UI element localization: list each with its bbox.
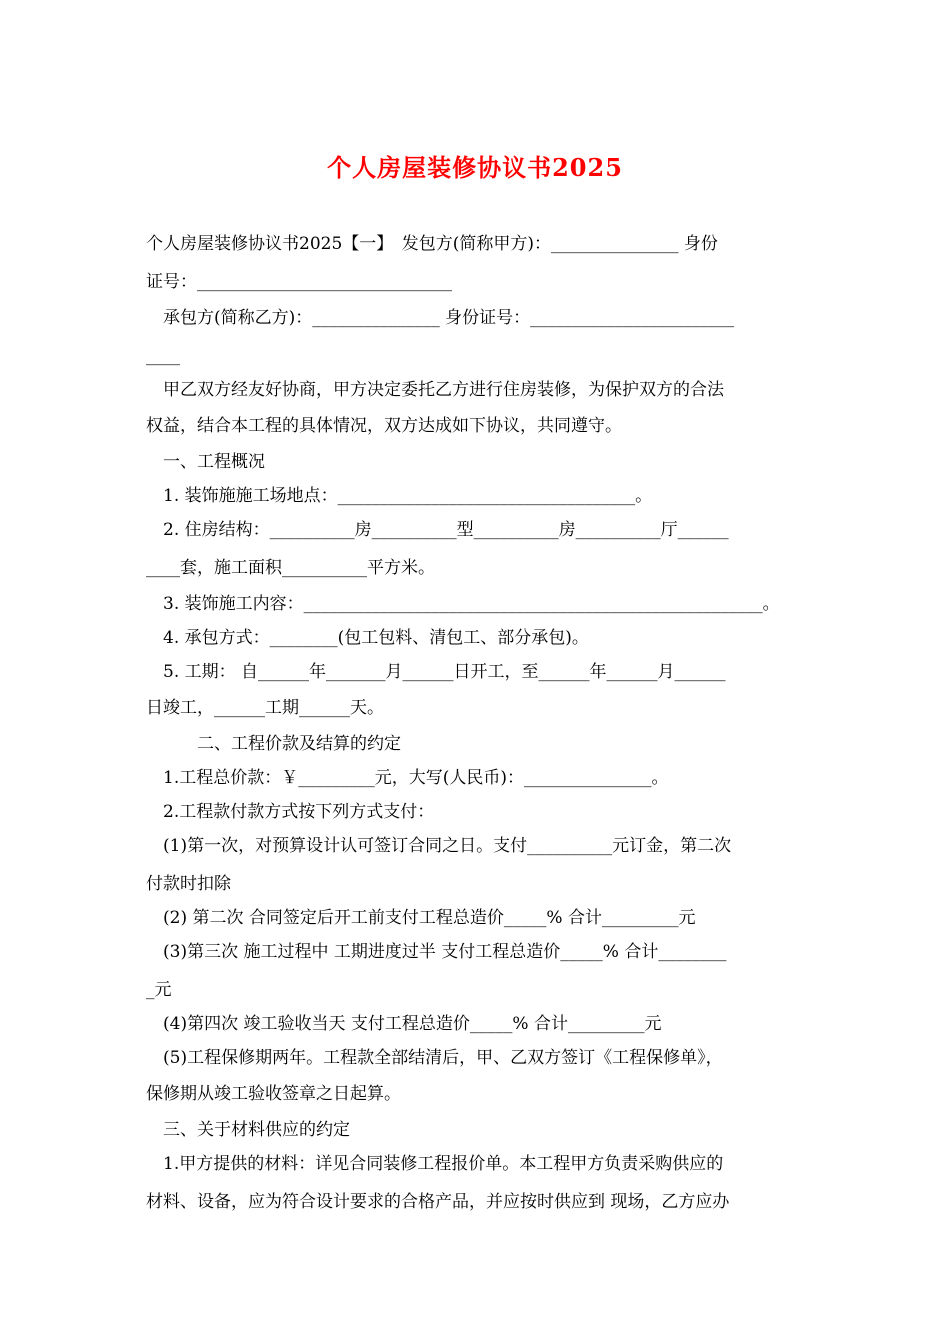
body-line: 证号：______________________________ [146, 272, 452, 292]
body-line: 5. 工期： 自______年_______月______日开工，至______年______月______ [146, 662, 726, 682]
body-line: 保修期从竣工验收签章之日起算。 [146, 1084, 401, 1104]
body-line: 个人房屋装修协议书2025【一】 发包方(简称甲方)：_______________ 身份 [146, 234, 718, 254]
body-line: 日竣工，______工期______天。 [146, 698, 384, 718]
body-line: 2. 住房结构：__________房__________型__________房__________厅______ [146, 520, 729, 540]
body-line: _元 [146, 980, 172, 1000]
body-line: (5)工程保修期两年。工程款全部结清后，甲、乙双方签订《工程保修单》， [146, 1048, 723, 1068]
body-line: 4. 承包方式：________(包工包料、清包工、部分承包)。 [146, 628, 589, 648]
body-line: (3)第三次 施工过程中 工期进度过半 支付工程总造价_____% 合计________ [146, 942, 727, 962]
body-line: 权益，结合本工程的具体情况，双方达成如下协议，共同遵守。 [146, 416, 622, 436]
body-line: 1. 装饰施施工场地点：___________________________________。 [146, 486, 653, 506]
body-line: 三、关于材料供应的约定 [146, 1120, 350, 1140]
body-line: 付款时扣除 [146, 874, 231, 894]
body-line: 3. 装饰施工内容：______________________________________________________。 [146, 594, 780, 614]
body-line: 1.工程总价款：￥_________元，大写(人民币)：_______________。 [146, 768, 669, 788]
body-line: 承包方(简称乙方)：_______________ 身份证号：________________________ [146, 308, 735, 328]
body-line: 一、工程概况 [146, 452, 265, 472]
body-line: 2.工程款付款方式按下列方式支付： [146, 802, 435, 822]
body-line: (1)第一次，对预算设计认可签订合同之日。支付__________元订金，第二次 [146, 836, 732, 856]
body-line: 1.甲方提供的材料：详见合同装修工程报价单。本工程甲方负责采购供应的 [146, 1154, 724, 1174]
body-line: ____ [146, 346, 180, 366]
body-line: 材料、设备，应为符合设计要求的合格产品，并应按时供应到 现场，乙方应办 [146, 1192, 730, 1212]
document-title: 个人房屋装修协议书2025 [327, 153, 623, 182]
body-line: ____套，施工面积__________平方米。 [146, 558, 435, 578]
body-line: 二、工程价款及结算的约定 [146, 734, 401, 754]
body-line: (2) 第二次 合同签定后开工前支付工程总造价_____% 合计_________元 [146, 908, 696, 928]
body-line: 甲乙双方经友好协商，甲方决定委托乙方进行住房装修，为保护双方的合法 [146, 380, 724, 400]
body-line: (4)第四次 竣工验收当天 支付工程总造价_____% 合计_________元 [146, 1014, 662, 1034]
